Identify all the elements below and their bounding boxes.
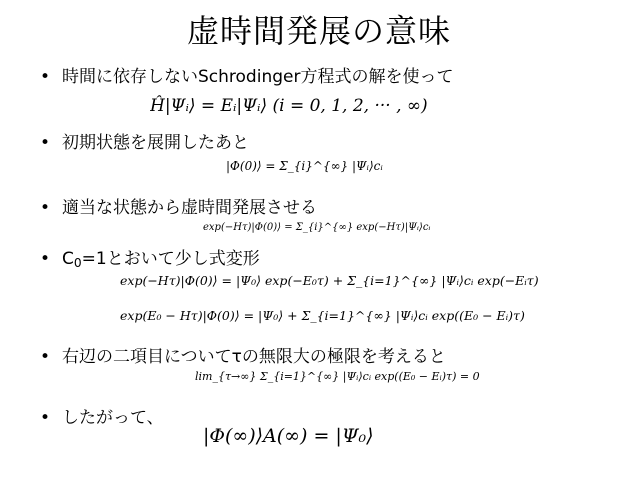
bullet-text-sub: 0 [73,256,82,271]
equation-7 [203,420,423,450]
equation-text: |Φ(∞)⟩A(∞) = |Ψ₀⟩ [203,425,374,447]
equation-1 [150,92,470,118]
equation-6 [195,358,515,398]
bullet-item [40,403,164,428]
bullet-text: 右辺の二項目についてτの無限大の極限を考えると [62,347,446,367]
bullet-dot: • [40,67,51,87]
equation-text: |Φ(0)⟩ = Σ_{i}^{∞} |Ψᵢ⟩cᵢ [226,159,383,173]
bullet-item [40,128,249,153]
bullet-dot: • [40,133,51,153]
bullet-item [40,62,453,87]
equation-text: lim_{τ→∞} Σ_{i=1}^{∞} |Ψᵢ⟩cᵢ exp((E₀ − Eᵢ)τ) = 0 [195,370,480,383]
bullet-text: したがって、 [62,408,164,428]
slide-title: 虚時間発展の意味 [186,12,451,50]
equation-text: Ĥ|Ψᵢ⟩ = Eᵢ|Ψᵢ⟩ (i = 0, 1, 2, ··· , ∞) [150,96,428,116]
bullet-dot: • [40,198,51,218]
bullet-text-post: =1とおいて少し式変形 [81,249,260,269]
bullet-text-pre: C [62,249,74,269]
equation-text: exp(−Hτ)|Φ(0)⟩ = |Ψ₀⟩ exp(−E₀τ) + Σ_{i=1}^{∞} |Ψᵢ⟩cᵢ exp(−Eᵢτ) [120,273,539,288]
bullet-text: 適当な状態から虚時間発展させる [62,198,317,218]
bullet-text: 時間に依存しないSchrodinger方程式の解を使って [62,67,454,87]
equation-text: exp(E₀ − Hτ)|Φ(0)⟩ = |Ψ₀⟩ + Σ_{i=1}^{∞} |Ψᵢ⟩cᵢ exp((E₀ − Eᵢ)τ) [120,308,525,323]
equation-2 [226,142,426,190]
bullet-dot: • [40,347,51,367]
bullet-dot: • [40,408,51,428]
equation-text: exp(−Hτ)|Φ(0)⟩ = Σ_{i}^{∞} exp(−Hτ)|Ψᵢ⟩cᵢ [203,222,431,233]
equation-4-5 [120,258,590,338]
bullet-text: 初期状態を展開したあと [62,133,249,153]
equation-3 [203,208,463,248]
bullet-dot: • [40,249,51,269]
